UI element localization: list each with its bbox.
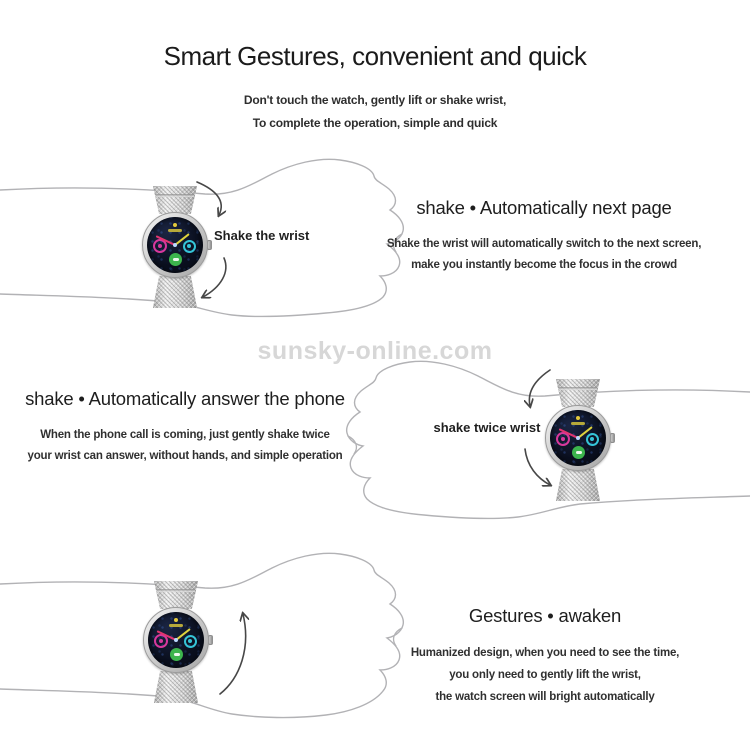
watch-band-top	[153, 186, 197, 214]
watch-band-bottom	[153, 276, 197, 308]
watch-band-bottom	[154, 671, 198, 703]
feature-body-line: make you instantly become the focus in the crowd	[411, 259, 677, 271]
watch-case	[142, 212, 208, 278]
watch-case	[545, 405, 611, 471]
gesture-label-shake-wrist: Shake the wrist	[214, 228, 310, 243]
illustration-gesture-awaken	[0, 542, 420, 727]
digital-time-text	[169, 624, 183, 627]
notification-dot-icon	[576, 416, 580, 420]
feature-block-answer-phone	[0, 386, 370, 467]
watch-face	[147, 217, 203, 273]
digital-time-text	[571, 422, 585, 425]
gesture-label-shake-twice: shake twice wrist	[433, 420, 541, 435]
smartwatch	[540, 379, 616, 501]
watermark-text: sunsky-online.com	[257, 337, 493, 365]
smartwatch	[138, 581, 214, 703]
feature-body-line: Shake the wrist will automatically switch to the next screen,	[386, 238, 702, 250]
watch-band-top	[154, 581, 198, 609]
feature-body-line: your wrist can answer, without hands, and simple operation	[27, 450, 343, 462]
page-subtitle-line1: Don't touch the watch, gently lift or shake wrist,	[243, 93, 507, 107]
dialer-app-icon	[183, 240, 196, 253]
smartwatch	[137, 186, 213, 308]
watch-band-bottom	[556, 469, 600, 501]
feature-heading: Gestures • awaken	[468, 605, 622, 626]
page-title: Smart Gestures, convenient and quick	[163, 41, 587, 71]
dialer-app-icon	[184, 635, 197, 648]
feature-body-line: you only need to gently lift the wrist,	[449, 669, 641, 681]
feature-body-line: Humanized design, when you need to see the time,	[410, 647, 680, 659]
feature-block-next-page	[384, 195, 704, 276]
center-pivot-icon	[576, 436, 580, 440]
feature-heading: shake • Automatically next page	[416, 197, 672, 218]
center-pivot-icon	[173, 243, 177, 247]
illustration-shake-answer-phone	[330, 350, 750, 530]
notification-dot-icon	[173, 223, 177, 227]
center-pivot-icon	[174, 638, 178, 642]
feature-block-awaken	[385, 603, 705, 708]
watch-band-top	[556, 379, 600, 407]
message-app-icon	[170, 648, 183, 661]
feature-body-line: the watch screen will bright automatically	[435, 691, 655, 703]
dialer-app-icon	[586, 433, 599, 446]
notification-dot-icon	[174, 618, 178, 622]
feature-heading: shake • Automatically answer the phone	[25, 388, 345, 409]
illustration-shake-next-page	[0, 148, 420, 328]
page-subtitle-line2: To complete the operation, simple and quick	[252, 116, 498, 130]
message-app-icon	[572, 446, 585, 459]
watch-case	[143, 607, 209, 673]
digital-time-text	[168, 229, 182, 232]
watch-face	[550, 410, 606, 466]
watch-face	[148, 612, 204, 668]
message-app-icon	[169, 253, 182, 266]
feature-body-line: When the phone call is coming, just gently shake twice	[40, 429, 330, 441]
lift-arrow-up-icon	[220, 614, 246, 694]
